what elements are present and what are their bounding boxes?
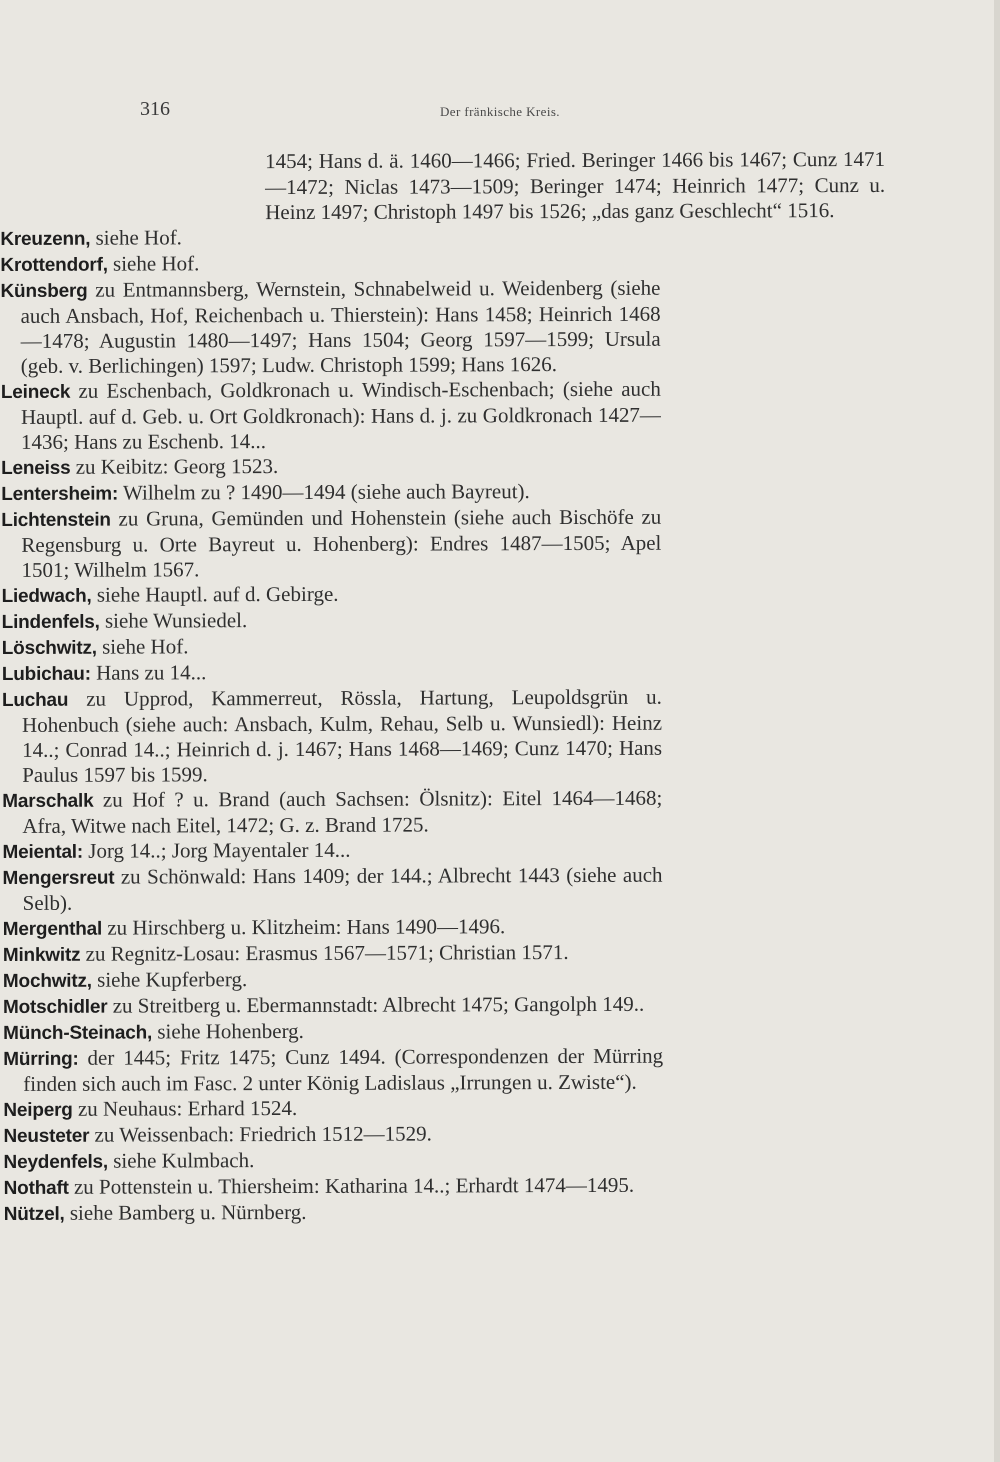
- entry-text: zu Eschenbach, Goldkronach u. Windisch-Eschenbach; (siehe auch Hauptl. auf d. Geb. u. Ort Goldkronach): Hans d. j. zu Goldkronach 1427—1436; Hans zu Eschenb. 14...: [20, 376, 661, 454]
- page-number: 316: [140, 98, 170, 120]
- register-entry: [3, 914, 663, 942]
- register-entry: [2, 685, 662, 788]
- entry-text: siehe Hohenberg.: [152, 1018, 304, 1044]
- entry-text: der 1445; Fritz 1475; Cunz 1494. (Correspondenzen der Mürring finden sich auch im Fasc. 2 unter König Ladislaus „Irrungen u. Zwiste“).: [23, 1043, 664, 1096]
- entry-head: Leineck: [0, 381, 71, 403]
- register-entry: [1, 453, 661, 481]
- entry-text: siehe Wunsiedel.: [99, 608, 248, 633]
- register-entry: [2, 786, 662, 839]
- register-entry: [1, 377, 661, 455]
- entry-head: Mengersreut: [2, 867, 115, 889]
- register-entry: [3, 1095, 663, 1123]
- register-entry: [2, 659, 662, 687]
- entry-text: zu Weissenbach: Friedrich 1512—1529.: [89, 1121, 432, 1147]
- entry-head: Neydenfels,: [3, 1151, 109, 1173]
- register-entry: [3, 940, 663, 968]
- register-entry: [265, 147, 885, 225]
- entry-head: Nützel,: [3, 1203, 65, 1225]
- entry-text: zu Streitberg u. Ebermannstadt: Albrecht 1475; Gangolph 149..: [107, 991, 645, 1018]
- register-entry: [0, 276, 660, 379]
- entry-head: Lindenfels,: [1, 611, 100, 633]
- running-title: Der fränkische Kreis.: [440, 104, 560, 119]
- register-entry: [0, 250, 660, 278]
- entry-head: Münch-Steinach,: [3, 1022, 153, 1044]
- entry-text: 1454; Hans d. ä. 1460—1466; Fried. Beringer 1466 bis 1467; Cunz 1471—1472; Niclas 1473—1509; Beringer 1474; Heinrich 1477; Cunz u. Heinz 1497; Christoph 1497 bis 1526; „das ganz Geschlecht“ 1516.: [264, 146, 886, 225]
- register-entry: [3, 1121, 663, 1149]
- entry-head: Mergenthal: [2, 918, 103, 940]
- entry-text: siehe Hof.: [90, 225, 182, 250]
- register-entry: [3, 1018, 663, 1046]
- entry-head: Lentersheim:: [1, 483, 119, 505]
- register-entry: [2, 863, 662, 916]
- entry-text: Hans zu 14...: [90, 660, 207, 685]
- entry-head: Motschidler: [2, 996, 108, 1018]
- register-entry: [3, 1044, 663, 1097]
- entry-head: Neiperg: [3, 1099, 73, 1121]
- page-header: [140, 98, 970, 128]
- entry-text: zu Upprod, Kammerreut, Rössla, Hartung, Leupoldsgrün u. Hohenbuch (siehe auch: Ansbach, Kulm, Rehau, Selb u. Wunsiedl): Heinz 14..; Conrad 14..; Heinrich d. j. 1467; Hans 1468—1469; Cunz 1470; Hans Paulus 1597 bis 1599.: [21, 684, 663, 787]
- entry-text: Jorg 14..; Jorg Mayentaler 14...: [82, 837, 351, 863]
- entry-head: Neusteter: [3, 1125, 90, 1147]
- entry-head: Kreuzenn,: [0, 228, 91, 250]
- entry-text: zu Entmannsberg, Wernstein, Schnabelweid u. Weidenberg (siehe auch Ansbach, Hof, Reichenbach u. Thierstein): Hans 1458; Heinrich 1468—1478; Augustin 1480—1497; Hans 1504; Georg 1597—1599; Ursula (geb. v. Berlichingen) 1597; Ludw. Christoph 1599; Hans 1626.: [20, 275, 661, 378]
- register-entry: [2, 837, 662, 865]
- entry-text: zu Hirschberg u. Klitzheim: Hans 1490—1496.: [102, 914, 506, 940]
- register-entry: [2, 581, 662, 609]
- entry-head: Lichtenstein: [1, 509, 111, 531]
- entry-head: Marschalk: [2, 790, 94, 812]
- entry-text: zu Pottenstein u. Thiersheim: Katharina 14..; Erhardt 1474—1495.: [68, 1172, 635, 1199]
- entry-head: Liedwach,: [1, 585, 92, 607]
- entry-text: siehe Hof.: [107, 251, 200, 276]
- entry-text: zu Neuhaus: Erhard 1524.: [72, 1095, 298, 1121]
- register-entry: [2, 633, 662, 661]
- entry-text: siehe Hof.: [96, 634, 189, 659]
- entry-text: zu Schönwald: Hans 1409; der 144.; Albrecht 1443 (siehe auch Selb).: [22, 862, 663, 915]
- entry-text: zu Regnitz-Losau: Erasmus 1567—1571; Christian 1571.: [80, 940, 569, 966]
- register-entry: [4, 1199, 664, 1227]
- entry-text: zu Gruna, Gemünden und Hohenstein (siehe auch Bischöfe zu Regensburg u. Orte Bayreut u. Hohenberg): Endres 1487—1505; Apel 1501; Wilhelm 1567.: [21, 504, 662, 582]
- entry-text: siehe Hauptl. auf d. Gebirge.: [91, 581, 339, 607]
- entry-head: Künsberg: [0, 280, 88, 302]
- register-entry: [3, 992, 663, 1020]
- entry-text: zu Keibitz: Georg 1523.: [70, 454, 279, 479]
- register-entry: [0, 224, 660, 252]
- register-entry: [4, 1173, 664, 1201]
- register-list: [0, 147, 1000, 1227]
- entry-text: zu Hof ? u. Brand (auch Sachsen: Ölsnitz): Eitel 1464—1468; Afra, Witwe nach Eitel, 1472; G. z. Brand 1725.: [22, 785, 663, 838]
- entry-text: siehe Kupferberg.: [91, 967, 248, 992]
- entry-head: Luchau: [1, 689, 69, 711]
- entry-head: Lubichau:: [1, 663, 91, 685]
- register-entry: [1, 479, 661, 507]
- entry-head: Mochwitz,: [2, 970, 92, 992]
- register-entry: [2, 607, 662, 635]
- register-entry: [3, 1147, 663, 1175]
- entry-head: Krottendorf,: [0, 254, 108, 276]
- entry-head: Meiental:: [2, 841, 84, 863]
- entry-head: Mürring:: [3, 1048, 79, 1070]
- entry-head: Löschwitz,: [1, 637, 97, 659]
- entry-head: Nothaft: [3, 1177, 69, 1199]
- entry-head: Minkwitz: [2, 944, 81, 966]
- register-entry: [3, 966, 663, 994]
- register-entry: [1, 505, 661, 583]
- entry-text: Wilhelm zu ? 1490—1494 (siehe auch Bayreut).: [118, 479, 530, 505]
- entry-text: siehe Kulmbach.: [107, 1148, 255, 1173]
- entry-head: Leneiss: [1, 457, 71, 479]
- entry-text: siehe Bamberg u. Nürnberg.: [64, 1199, 307, 1225]
